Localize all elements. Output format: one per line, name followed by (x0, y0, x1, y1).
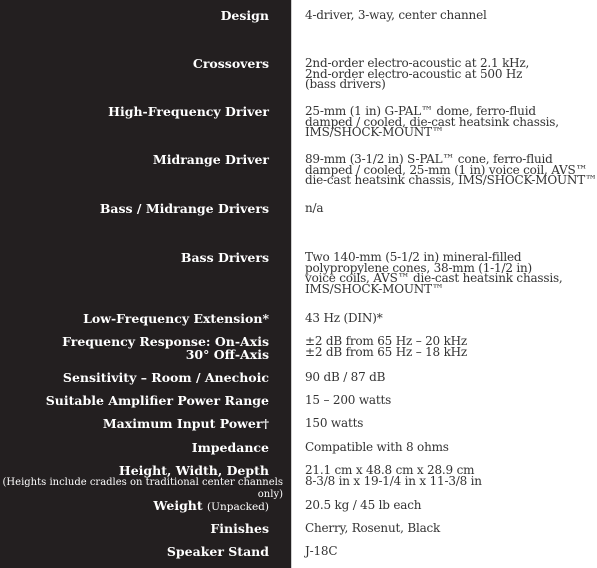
spec-value: Compatible with 8 ohms (305, 440, 449, 454)
spec-label: Maximum Input Power† (102, 416, 269, 431)
spec-label: Suitable Amplifier Power Range (45, 393, 269, 408)
spec-value: Cherry, Rosenut, Black (305, 521, 441, 535)
spec-value: 25-mm (1 in) G-PAL™ dome, ferro-fluid damped / cooled, die-cast heatsink chassis, IMS/SHOCK-MOUNT™ (305, 104, 559, 139)
spec-label: Height, Width, Depth (Heights include cradles on traditional center channels only) (0, 464, 283, 501)
spec-label: Bass / Midrange Drivers (99, 201, 269, 216)
spec-label: Low-Frequency Extension* (83, 311, 269, 326)
spec-value: 150 watts (305, 416, 364, 430)
spec-value: n/a (305, 201, 324, 215)
spec-label: Speaker Stand (166, 544, 269, 559)
spec-label: Finishes (210, 521, 269, 536)
spec-label: Design (220, 8, 269, 23)
spec-label: Impedance (191, 440, 269, 455)
spec-label: High-Frequency Driver (108, 104, 269, 119)
spec-value: 21.1 cm x 48.8 cm x 28.9 cm 8-3/8 in x 19-1/4 in x 11-3/8 in (305, 463, 482, 488)
spec-label: Sensitivity – Room / Anechoic (62, 370, 269, 385)
spec-label: Midrange Driver (152, 152, 269, 167)
spec-value: 89-mm (3-1/2 in) S-PAL™ cone, ferro-fluid damped / cooled, 25-mm (1 in) voice coil, AVS™ die-cast heatsink chassis, IMS/SHOCK-MOUNT™ (305, 152, 597, 187)
spec-value: Two 140-mm (5-1/2 in) mineral-filled polypropylene cones, 38-mm (1-1/2 in) voice coils, AVS™ die-cast heatsink chassis, IMS/SHOCK-MOUNT™ (305, 250, 563, 296)
spec-value: J-18C (305, 544, 338, 558)
spec-label: Frequency Response: On-Axis 30° Off-Axis (62, 334, 269, 362)
spec-value: 43 Hz (DIN)* (305, 311, 383, 325)
spec-value: ±2 dB from 65 Hz – 20 kHz ±2 dB from 65 Hz – 18 kHz (305, 334, 468, 359)
spec-value: 4-driver, 3-way, center channel (305, 8, 487, 22)
spec-label-note: (Heights include cradles on traditional center channels only) (2, 477, 283, 500)
spec-value: 20.5 kg / 45 lb each (305, 498, 422, 512)
spec-label: Crossovers (192, 56, 269, 71)
spec-label: Bass Drivers (180, 250, 269, 265)
spec-label: Weight (Unpacked) (153, 498, 269, 513)
spec-value: 2nd-order electro-acoustic at 2.1 kHz, 2nd-order electro-acoustic at 500 Hz (bass drivers) (305, 56, 530, 91)
spec-label-qualifier: (Unpacked) (207, 501, 269, 513)
spec-value: 90 dB / 87 dB (305, 370, 386, 384)
spec-value: 15 – 200 watts (305, 393, 392, 407)
